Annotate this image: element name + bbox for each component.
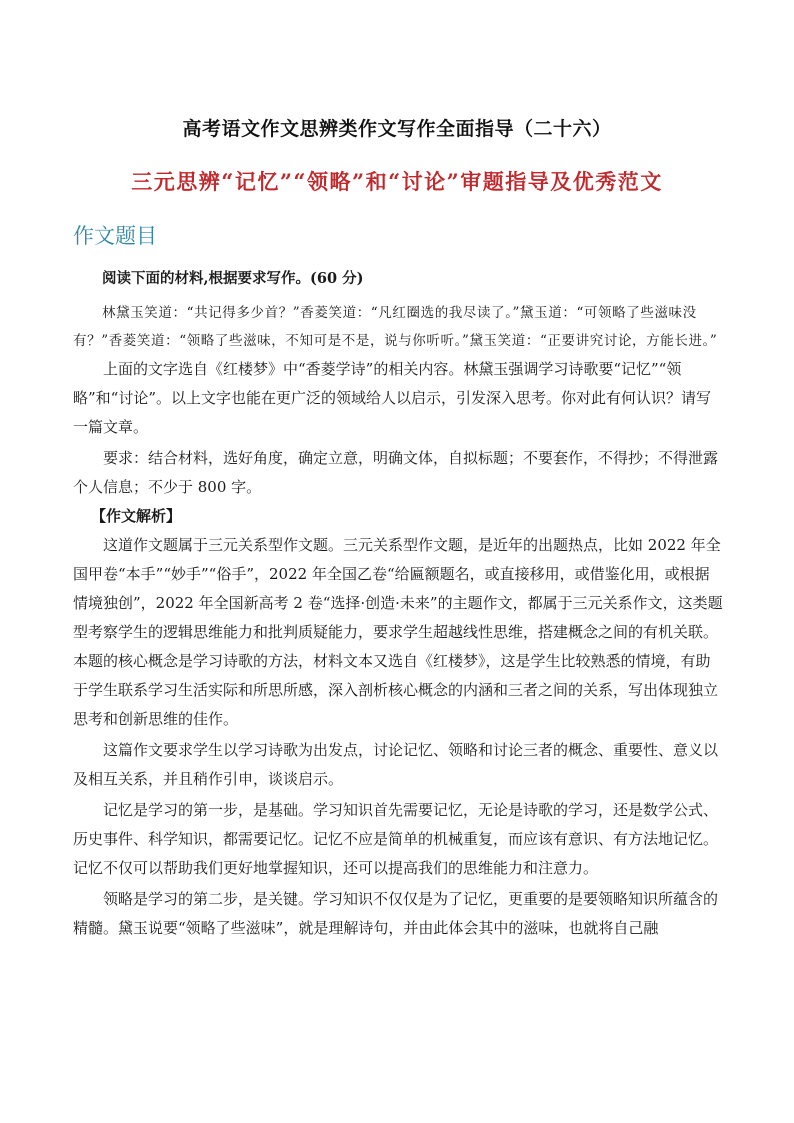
analysis-paragraph: 记忆是学习的第一步，是基础。学习知识首先需要记忆，无论是诗歌的学习，还是数学公式、历史事件、科学知识，都需要记忆。记忆不应是简单的机械重复，而应该有意识、有方法地记忆。记忆不仅可以帮助我们更好地掌握知识，还可以提高我们的思维能力和注意力。 [73,801,719,877]
document-subtitle: 三元思辨“记忆”“领略”和“讨论”审题指导及优秀范文 [131,169,663,194]
document-body [73,264,723,943]
section-heading: 作文题目 [73,224,157,248]
prompt-line: 阅读下面的材料,根据要求写作。(60 分) [102,270,364,287]
material-quote: 林黛玉笑道：“共记得多少首？”香菱笑道：“凡红圈选的我尽读了。”黛玉道：“可领略了些滋味没有？”香菱笑道：“领略了些滋味，不知可是不是，说与你听听。”黛玉笑道：“正要讲究讨论，方能长进。” [73,305,718,349]
material-paragraph: 上面的文字选自《红楼梦》中“香菱学诗”的相关内容。林黛玉强调学习诗歌要“记忆”“领略”和“讨论”。以上文字也能在更广泛的领域给人以启示，引发深入思考。你对此有何认识？请写一篇文章。 [73,360,712,436]
analysis-paragraph: 这篇作文要求学生以学习诗歌为出发点，讨论记忆、领略和讨论三者的概念、重要性、意义以及相互关系，并且稍作引申，谈谈启示。 [73,741,719,788]
analysis-paragraph: 这道作文题属于三元关系型作文题。三元关系型作文题，是近年的出题热点，比如 2022 年全国甲卷“本手”“妙手”“俗手”，2022 年全国乙卷“给匾额题名，或直接移用，或借鉴化用，或根据情境独创”，2022 年全国新高考 2 卷“选择·创造·未来”的主题作文，都属于三元关系作文，这类题型考察学生的逻辑思维能力和批判质疑能力，要求学生超越线性思维，搭建概念之间的有机关联。本题的核心概念是学习诗歌的方法，材料文本又选自《红楼梦》，这是学生比较熟悉的情境，有助于学生联系学习生活实际和所思所感，深入剖析核心概念的内涵和三者之间的关系，写出体现独立思考和创新思维的佳作。 [73,536,723,728]
analysis-heading: 【作文解析】 [91,507,182,525]
document-title: 高考语文作文思辨类作文写作全面指导（二十六） [182,118,612,140]
analysis-paragraph: 领略是学习的第二步，是关键。学习知识不仅仅是为了记忆，更重要的是要领略知识所蕴含的精髓。黛玉说要“领略了些滋味”，就是理解诗句，并由此体会其中的滋味，也就将自己融 [73,890,719,937]
requirements-paragraph: 要求：结合材料，选好角度，确定立意，明确文体，自拟标题；不要套作，不得抄；不得泄露个人信息；不少于 800 字。 [73,449,719,496]
